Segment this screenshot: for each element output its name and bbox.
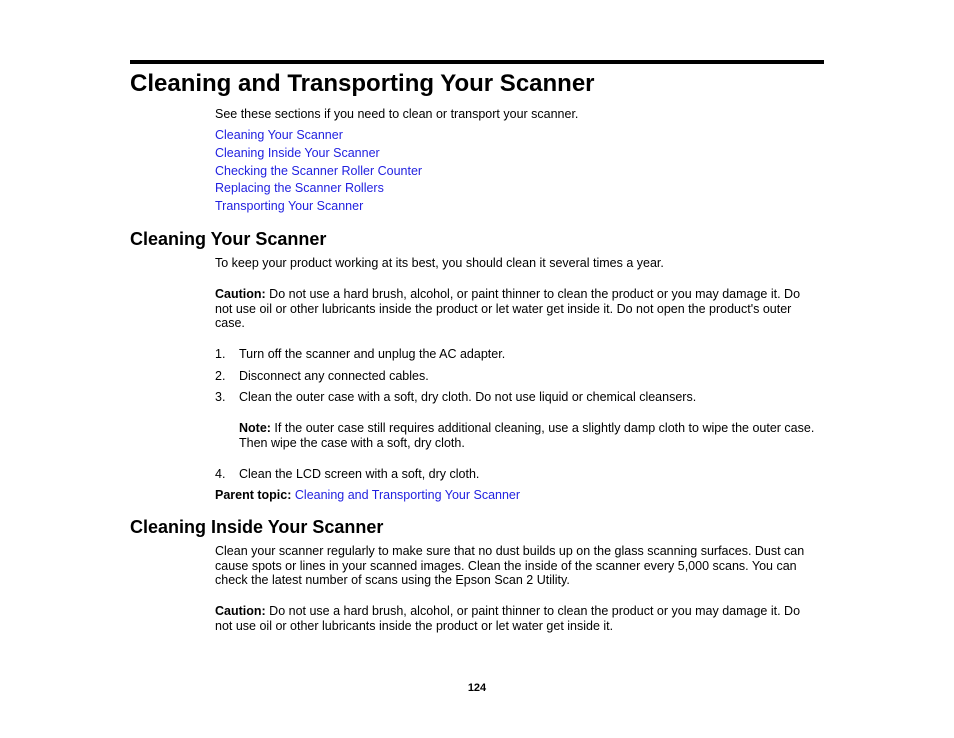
link-replacing-rollers[interactable]: Replacing the Scanner Rollers	[215, 181, 384, 196]
parent-topic-link[interactable]: Cleaning and Transporting Your Scanner	[294, 488, 521, 502]
title-rule	[130, 60, 824, 64]
parent-topic-label: Parent topic:	[215, 488, 292, 502]
cleaning-intro: To keep your product working at its best, you should clean it several times a year.	[215, 256, 664, 270]
caution-label: Caution:	[215, 604, 266, 618]
parent-topic	[215, 488, 520, 503]
link-checking-roller-counter[interactable]: Checking the Scanner Roller Counter	[215, 163, 423, 178]
caution-cleaning	[215, 287, 815, 331]
page-number: 124	[467, 682, 487, 694]
step-1: 1. Turn off the scanner and unplug the AC adapter.	[215, 347, 506, 361]
section-link-list	[215, 127, 422, 216]
link-cleaning-your-scanner[interactable]: Cleaning Your Scanner	[215, 128, 343, 142]
cleaning-inside-intro: Clean your scanner regularly to make sure that no dust builds up on the glass scanning surfaces. Dust can cause spots or lines in your scanned images. Clean the inside of the scanner every 5,000 scans. You can check the latest number of scans using the Epson Scan 2 Utility.	[215, 544, 805, 587]
page-title: Cleaning and Transporting Your Scanner	[130, 70, 595, 97]
caution-text: Do not use a hard brush, alcohol, or paint thinner to clean the product or you may damage it. Do not use oil or other lubricants inside the product or let water get inside it. Do not open the product's outer case.	[215, 287, 801, 330]
section-heading-cleaning: Cleaning Your Scanner	[130, 229, 327, 249]
caution-label: Caution:	[215, 287, 266, 301]
note-text: If the outer case still requires additional cleaning, use a slightly damp cloth to wipe the outer case. Then wipe the case with a soft, dry cloth.	[239, 421, 815, 450]
note-outer-case	[239, 421, 815, 450]
note-label: Note:	[239, 421, 271, 435]
link-cleaning-inside-your-scanner[interactable]: Cleaning Inside Your Scanner	[215, 145, 380, 160]
step-3: 3. Clean the outer case with a soft, dry cloth. Do not use liquid or chemical cleansers.	[215, 390, 697, 404]
caution-cleaning-inside	[215, 604, 815, 633]
step-4: 4. Clean the LCD screen with a soft, dry cloth.	[215, 467, 480, 481]
section-heading-cleaning-inside: Cleaning Inside Your Scanner	[130, 517, 384, 537]
link-transporting-your-scanner[interactable]: Transporting Your Scanner	[215, 199, 364, 214]
step-2: 2. Disconnect any connected cables.	[215, 369, 429, 383]
intro-text: See these sections if you need to clean or transport your scanner.	[215, 107, 579, 121]
caution-text: Do not use a hard brush, alcohol, or paint thinner to clean the product or you may damage it. Do not use oil or other lubricants inside the product or let water get inside it.	[215, 604, 801, 633]
